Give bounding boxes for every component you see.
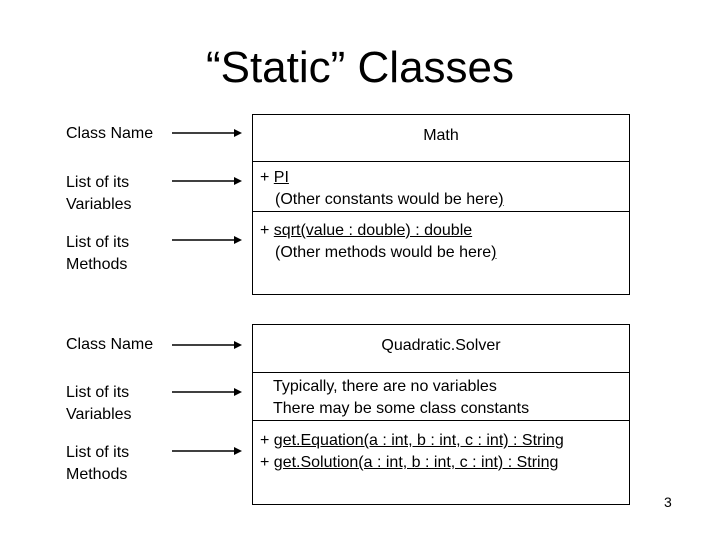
- method-signature: get.Equation(a : int, b : int, c : int) : String: [273, 432, 564, 449]
- label-variables-line1: List of its: [66, 174, 130, 191]
- variables-note-text: (Other constants would be here: [275, 191, 499, 208]
- plus-sign: +: [260, 222, 274, 239]
- method-get-solution: [260, 452, 558, 474]
- arrow-methods: [172, 235, 242, 245]
- label-methods-line1: List of its: [66, 444, 130, 461]
- plus-sign: +: [260, 169, 274, 186]
- methods-note: [275, 242, 496, 264]
- label-variables-2: [66, 382, 132, 426]
- divider-name: [253, 161, 629, 162]
- label-methods-2: [66, 442, 129, 486]
- label-class-name-2: Class Name: [66, 336, 154, 353]
- variables-note-paren: ): [498, 191, 504, 208]
- methods-note-text: (Other methods would be here: [275, 244, 492, 261]
- arrow-class-name-2: [172, 340, 242, 350]
- label-variables-line2: Variables: [66, 196, 132, 213]
- class-box-math: [252, 114, 630, 295]
- label-methods: [66, 232, 129, 276]
- method-sqrt: [260, 220, 472, 242]
- label-variables-line2: Variables: [66, 406, 132, 423]
- class-name-math: Math: [423, 127, 459, 144]
- method-get-equation: [260, 430, 564, 452]
- slide-title: “Static” Classes: [205, 43, 515, 92]
- variable-name: PI: [273, 169, 289, 186]
- arrow-class-name: [172, 128, 242, 138]
- divider-variables: [253, 420, 629, 421]
- divider-variables: [253, 211, 629, 212]
- plus-sign: +: [260, 454, 274, 471]
- label-class-name: Class Name: [66, 125, 154, 142]
- method-signature: sqrt(value : double) : double: [273, 222, 473, 239]
- arrow-variables-2: [172, 387, 242, 397]
- label-methods-line1: List of its: [66, 234, 130, 251]
- label-methods-line2: Methods: [66, 256, 128, 273]
- class-name-quadratic-solver: Quadratic.Solver: [381, 337, 501, 354]
- method-signature: get.Solution(a : int, b : int, c : int) : String: [273, 454, 559, 471]
- variable-pi: [260, 167, 289, 189]
- plus-sign: +: [260, 432, 274, 449]
- label-variables: [66, 172, 132, 216]
- divider-name: [253, 372, 629, 373]
- variables-note-line1: Typically, there are no variables: [273, 378, 497, 395]
- arrow-variables: [172, 176, 242, 186]
- label-methods-line2: Methods: [66, 466, 128, 483]
- page-number: 3: [664, 494, 672, 510]
- variables-note: [275, 189, 504, 211]
- class-box-quadratic-solver: [252, 324, 630, 505]
- variables-note-line2: There may be some class constants: [273, 400, 530, 417]
- label-variables-line1: List of its: [66, 384, 130, 401]
- arrow-methods-2: [172, 446, 242, 456]
- methods-note-paren: ): [491, 244, 497, 261]
